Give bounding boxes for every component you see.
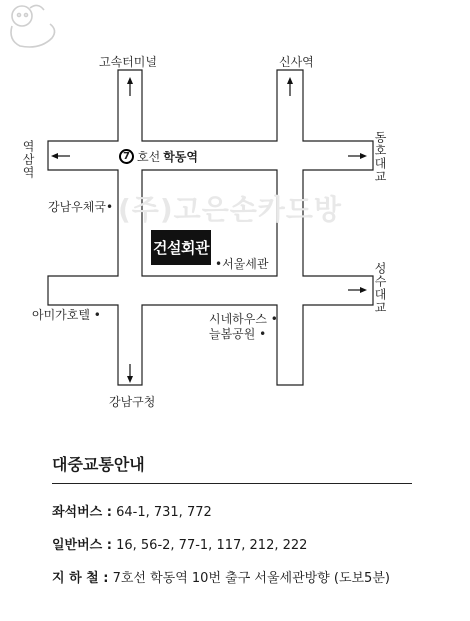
subway-line-label: 호선 — [137, 150, 161, 164]
label-neulbom-park: 늘봄공원 • — [209, 327, 267, 341]
label-sinehaus: 시네하우스 • — [209, 312, 278, 326]
label-gangnam-post-office: 강남우체국• — [48, 200, 114, 214]
transit-row-seat-bus — [52, 501, 412, 520]
label-dongho-bridge: 동호대교 — [373, 131, 387, 183]
label-sinsa-station: 신사역 — [279, 55, 314, 69]
label-seoul-customs: •서울세관 — [215, 257, 269, 271]
transit-value: 7호선 학동역 10번 출구 서울세관방향 (도보5분) — [108, 571, 390, 586]
mascot-icon — [0, 0, 62, 52]
transit-info — [52, 452, 412, 600]
transit-row-subway — [52, 567, 412, 586]
transit-label: 일반버스 : — [52, 538, 112, 553]
label-yeoksam-station: 역삼역 — [21, 140, 35, 179]
label-amigas-hotel: 아미가호텔 • — [32, 308, 101, 322]
subway-station-name: 학동역 — [163, 150, 198, 164]
transit-title: 대중교통안내 — [52, 452, 412, 484]
subway-line-7-icon: 7 — [119, 149, 134, 164]
transit-value: 64-1, 731, 772 — [111, 505, 212, 520]
label-seongsu-bridge: 성수대교 — [373, 262, 387, 314]
transit-label: 좌석버스 : — [52, 505, 112, 520]
main-building: 건설회관 — [151, 230, 211, 265]
subway-station-marker — [119, 148, 198, 165]
transit-row-regular-bus — [52, 534, 412, 553]
label-gosok-terminal: 고속터미널 — [99, 55, 157, 69]
label-gangnam-office: 강남구청 — [109, 395, 156, 409]
transit-value: 16, 56-2, 77-1, 117, 212, 222 — [111, 538, 308, 553]
watermark-text: (주)고은손카드방 — [118, 193, 342, 226]
transit-label: 지 하 철 : — [52, 571, 109, 586]
